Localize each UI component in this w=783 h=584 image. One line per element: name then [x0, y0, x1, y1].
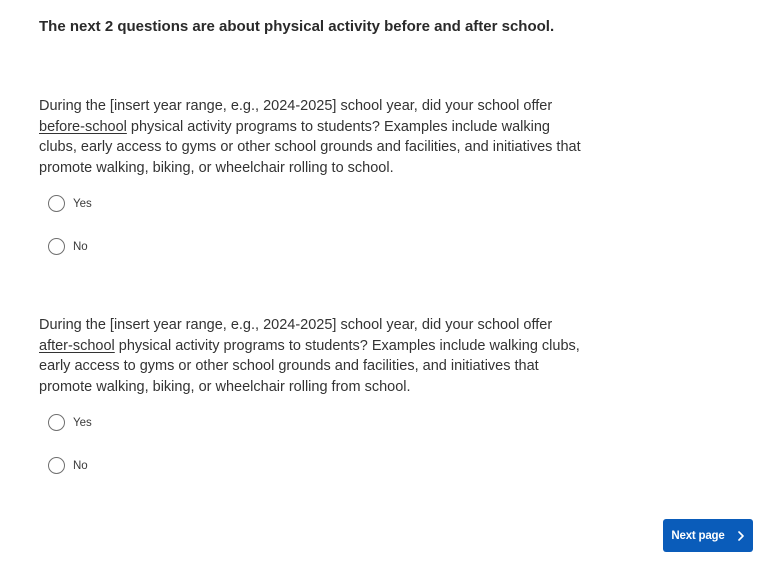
option-label[interactable]: No: [73, 459, 88, 472]
option-yes[interactable]: [48, 194, 584, 214]
question-text-start: During the [insert year range, e.g., 2024-2025] school year, did your school offer: [39, 317, 553, 333]
question-text-end: physical activity programs to students? Examples include walking clubs, early access to gyms or other school grounds and facilities, and initiatives that promote walking, biking, or wheelchair rolling to school.: [39, 118, 581, 177]
question-emphasis: before-school: [39, 118, 127, 135]
option-yes[interactable]: [48, 413, 584, 433]
question-after-school: [39, 315, 584, 476]
radio-button[interactable]: [48, 195, 65, 212]
option-label[interactable]: No: [73, 240, 88, 253]
question-text-start: During the [insert year range, e.g., 2024-2025] school year, did your school offer: [39, 98, 553, 114]
question-before-school: [39, 96, 584, 257]
question-emphasis: after-school: [39, 337, 115, 354]
radio-button[interactable]: [48, 457, 65, 474]
next-page-button[interactable]: [663, 519, 753, 552]
answer-options: [48, 194, 584, 257]
option-label[interactable]: Yes: [73, 416, 92, 429]
option-no[interactable]: [48, 456, 584, 476]
question-text: [39, 315, 584, 398]
question-text: [39, 96, 584, 179]
radio-button[interactable]: [48, 414, 65, 431]
chevron-right-icon: [737, 531, 745, 541]
question-text-end: physical activity programs to students? Examples include walking clubs, early access to gyms or other school grounds and facilities, and initiatives that promote walking, biking, or wheelchair rolling from school.: [39, 337, 580, 396]
option-label[interactable]: Yes: [73, 197, 92, 210]
section-intro: The next 2 questions are about physical activity before and after school.: [39, 18, 555, 35]
answer-options: [48, 413, 584, 476]
option-no[interactable]: [48, 237, 584, 257]
next-page-label: Next page: [671, 529, 725, 542]
radio-button[interactable]: [48, 238, 65, 255]
